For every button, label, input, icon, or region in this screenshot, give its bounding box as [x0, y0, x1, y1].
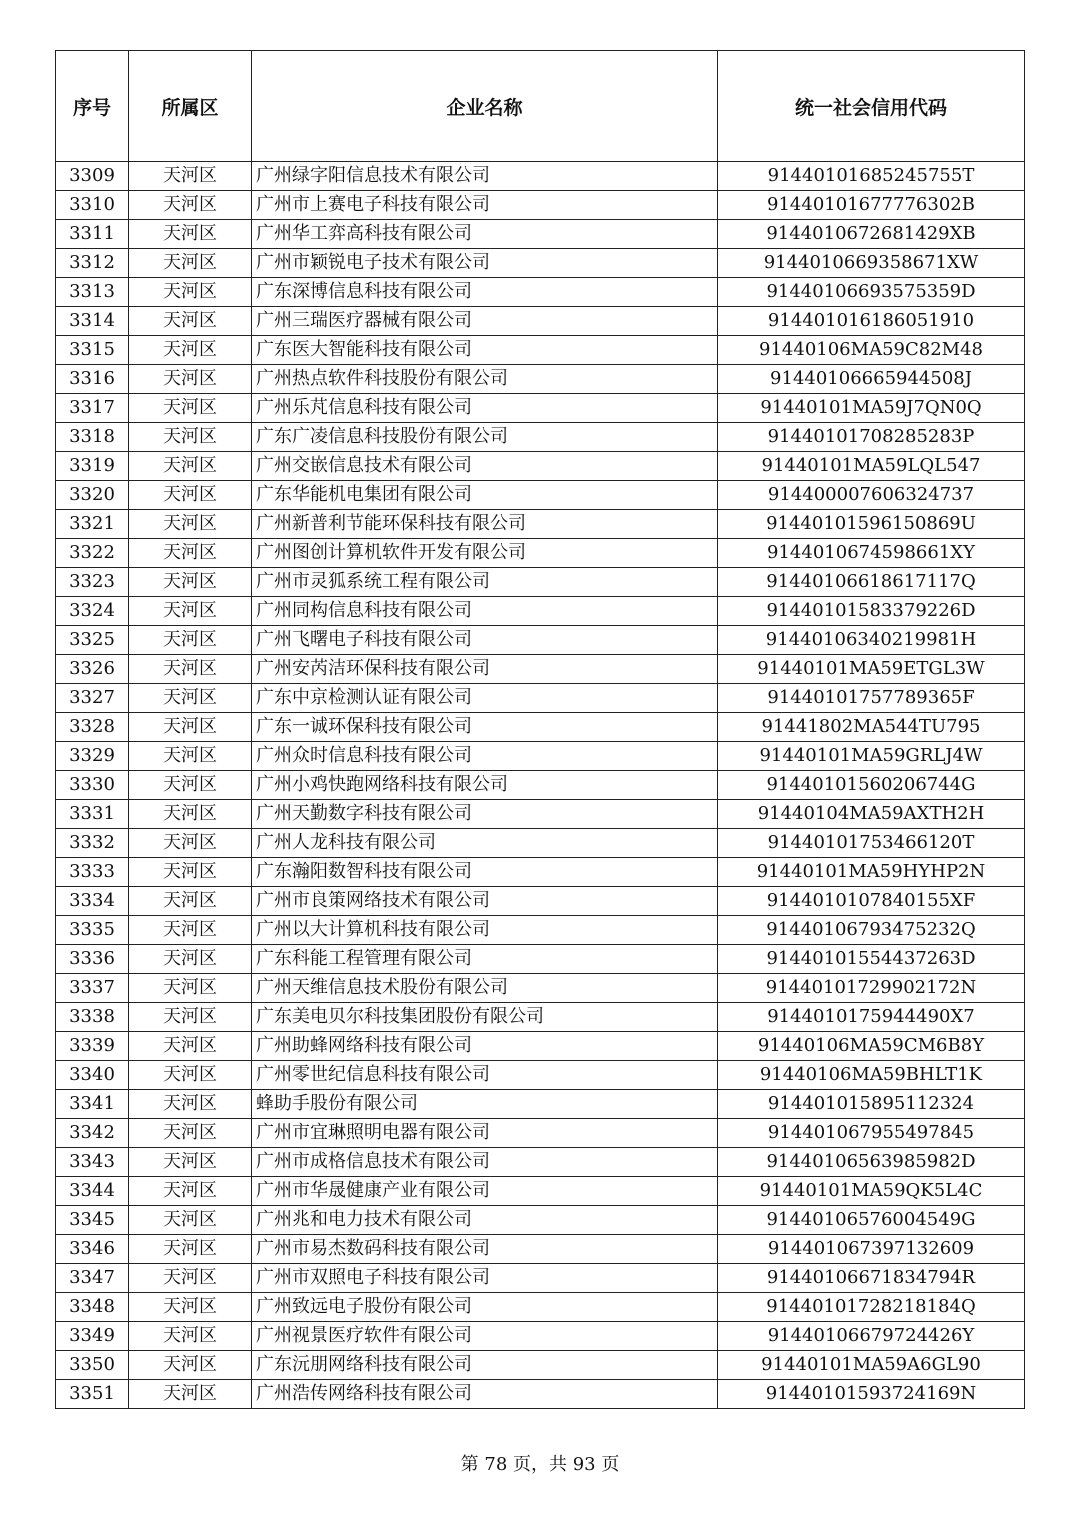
- cell-district: 天河区: [129, 568, 252, 597]
- cell-company-name: 广东一诚环保科技有限公司: [252, 713, 718, 742]
- table-row: [56, 568, 1025, 597]
- cell-credit-code: 91440106665944508J: [718, 365, 1025, 394]
- cell-district: 天河区: [129, 1264, 252, 1293]
- cell-credit-code: 9144010669358671XW: [718, 249, 1025, 278]
- cell-district: 天河区: [129, 1293, 252, 1322]
- cell-district: 天河区: [129, 713, 252, 742]
- cell-seq: 3333: [56, 858, 129, 887]
- cell-credit-code: 91440106563985982D: [718, 1148, 1025, 1177]
- cell-seq: 3318: [56, 423, 129, 452]
- cell-company-name: 广州市宜琳照明电器有限公司: [252, 1119, 718, 1148]
- cell-district: 天河区: [129, 539, 252, 568]
- cell-seq: 3320: [56, 481, 129, 510]
- cell-company-name: 广州助蜂网络科技有限公司: [252, 1032, 718, 1061]
- cell-district: 天河区: [129, 1177, 252, 1206]
- table-row: [56, 220, 1025, 249]
- cell-credit-code: 91441802MA544TU795: [718, 713, 1025, 742]
- table-row: [56, 858, 1025, 887]
- cell-company-name: 广东华能机电集团有限公司: [252, 481, 718, 510]
- cell-district: 天河区: [129, 1148, 252, 1177]
- cell-district: 天河区: [129, 800, 252, 829]
- cell-credit-code: 9144010674598661XY: [718, 539, 1025, 568]
- table-header-row: [56, 51, 1025, 162]
- table-row: [56, 945, 1025, 974]
- table-row: [56, 336, 1025, 365]
- cell-credit-code: 91440101685245755T: [718, 162, 1025, 191]
- table-row: [56, 481, 1025, 510]
- cell-seq: 3324: [56, 597, 129, 626]
- cell-seq: 3334: [56, 887, 129, 916]
- table-row: [56, 1351, 1025, 1380]
- cell-district: 天河区: [129, 394, 252, 423]
- table-row: [56, 800, 1025, 829]
- cell-credit-code: 91440101757789365F: [718, 684, 1025, 713]
- cell-seq: 3335: [56, 916, 129, 945]
- cell-seq: 3325: [56, 626, 129, 655]
- header-company-name: 企业名称: [252, 51, 718, 162]
- cell-credit-code: 91440106671834794R: [718, 1264, 1025, 1293]
- cell-credit-code: 91440106679724426Y: [718, 1322, 1025, 1351]
- table-body: [56, 162, 1025, 1409]
- cell-seq: 3315: [56, 336, 129, 365]
- cell-district: 天河区: [129, 684, 252, 713]
- table-row: [56, 1293, 1025, 1322]
- cell-seq: 3310: [56, 191, 129, 220]
- cell-seq: 3347: [56, 1264, 129, 1293]
- cell-credit-code: 9144010107840155XF: [718, 887, 1025, 916]
- cell-company-name: 广州市华晟健康产业有限公司: [252, 1177, 718, 1206]
- cell-district: 天河区: [129, 220, 252, 249]
- cell-credit-code: 91440101MA59LQL547: [718, 452, 1025, 481]
- cell-company-name: 广州浩传网络科技有限公司: [252, 1380, 718, 1409]
- cell-company-name: 广州三瑞医疗器械有限公司: [252, 307, 718, 336]
- cell-credit-code: 91440106MA59BHLT1K: [718, 1061, 1025, 1090]
- cell-credit-code: 914401016186051910: [718, 307, 1025, 336]
- cell-credit-code: 91440101MA59A6GL90: [718, 1351, 1025, 1380]
- header-credit-code: 统一社会信用代码: [718, 51, 1025, 162]
- cell-credit-code: 91440101728218184Q: [718, 1293, 1025, 1322]
- cell-seq: 3326: [56, 655, 129, 684]
- cell-company-name: 广州华工弈高科技有限公司: [252, 220, 718, 249]
- cell-company-name: 广州人龙科技有限公司: [252, 829, 718, 858]
- table-row: [56, 1090, 1025, 1119]
- table-row: [56, 626, 1025, 655]
- cell-company-name: 广州众时信息科技有限公司: [252, 742, 718, 771]
- cell-company-name: 广东深博信息科技有限公司: [252, 278, 718, 307]
- cell-seq: 3341: [56, 1090, 129, 1119]
- cell-district: 天河区: [129, 365, 252, 394]
- table-row: [56, 1003, 1025, 1032]
- cell-company-name: 广州飞曙电子科技有限公司: [252, 626, 718, 655]
- cell-credit-code: 91440101MA59GRLJ4W: [718, 742, 1025, 771]
- table-row: [56, 597, 1025, 626]
- cell-district: 天河区: [129, 742, 252, 771]
- cell-district: 天河区: [129, 1235, 252, 1264]
- cell-district: 天河区: [129, 481, 252, 510]
- cell-seq: 3331: [56, 800, 129, 829]
- cell-district: 天河区: [129, 162, 252, 191]
- cell-seq: 3323: [56, 568, 129, 597]
- table-row: [56, 1032, 1025, 1061]
- cell-district: 天河区: [129, 945, 252, 974]
- table-row: [56, 829, 1025, 858]
- cell-seq: 3337: [56, 974, 129, 1003]
- cell-seq: 3350: [56, 1351, 129, 1380]
- cell-company-name: 广东中京检测认证有限公司: [252, 684, 718, 713]
- cell-district: 天河区: [129, 336, 252, 365]
- cell-company-name: 广东沅朋网络科技有限公司: [252, 1351, 718, 1380]
- cell-credit-code: 91440101554437263D: [718, 945, 1025, 974]
- cell-company-name: 广州市成格信息技术有限公司: [252, 1148, 718, 1177]
- cell-company-name: 广州热点软件科技股份有限公司: [252, 365, 718, 394]
- cell-seq: 3329: [56, 742, 129, 771]
- cell-company-name: 广州视景医疗软件有限公司: [252, 1322, 718, 1351]
- header-district: 所属区: [129, 51, 252, 162]
- cell-district: 天河区: [129, 191, 252, 220]
- table-row: [56, 916, 1025, 945]
- cell-credit-code: 91440101583379226D: [718, 597, 1025, 626]
- cell-company-name: 蜂助手股份有限公司: [252, 1090, 718, 1119]
- cell-seq: 3327: [56, 684, 129, 713]
- cell-district: 天河区: [129, 829, 252, 858]
- cell-company-name: 广东医大智能科技有限公司: [252, 336, 718, 365]
- table-row: [56, 1119, 1025, 1148]
- cell-seq: 3342: [56, 1119, 129, 1148]
- cell-credit-code: 91440106618617117Q: [718, 568, 1025, 597]
- cell-district: 天河区: [129, 1090, 252, 1119]
- enterprise-table: [55, 50, 1025, 1409]
- cell-district: 天河区: [129, 1380, 252, 1409]
- cell-seq: 3345: [56, 1206, 129, 1235]
- cell-seq: 3339: [56, 1032, 129, 1061]
- cell-company-name: 广州图创计算机软件开发有限公司: [252, 539, 718, 568]
- cell-company-name: 广州小鸡快跑网络科技有限公司: [252, 771, 718, 800]
- cell-seq: 3344: [56, 1177, 129, 1206]
- cell-credit-code: 9144010672681429XB: [718, 220, 1025, 249]
- table-row: [56, 771, 1025, 800]
- cell-seq: 3321: [56, 510, 129, 539]
- cell-district: 天河区: [129, 1032, 252, 1061]
- table-row: [56, 1235, 1025, 1264]
- cell-district: 天河区: [129, 887, 252, 916]
- cell-district: 天河区: [129, 655, 252, 684]
- cell-seq: 3336: [56, 945, 129, 974]
- cell-seq: 3338: [56, 1003, 129, 1032]
- cell-company-name: 广州交嵌信息技术有限公司: [252, 452, 718, 481]
- cell-company-name: 广州天维信息技术股份有限公司: [252, 974, 718, 1003]
- table-row: [56, 974, 1025, 1003]
- table-row: [56, 423, 1025, 452]
- header-seq: 序号: [56, 51, 129, 162]
- table-row: [56, 539, 1025, 568]
- cell-company-name: 广州市易杰数码科技有限公司: [252, 1235, 718, 1264]
- table-row: [56, 1380, 1025, 1409]
- table-row: [56, 713, 1025, 742]
- table-row: [56, 1322, 1025, 1351]
- table-row: [56, 249, 1025, 278]
- cell-credit-code: 91440101729902172N: [718, 974, 1025, 1003]
- cell-company-name: 广东瀚阳数智科技有限公司: [252, 858, 718, 887]
- cell-seq: 3317: [56, 394, 129, 423]
- cell-company-name: 广州兆和电力技术有限公司: [252, 1206, 718, 1235]
- cell-company-name: 广州市双照电子科技有限公司: [252, 1264, 718, 1293]
- cell-company-name: 广州市灵狐系统工程有限公司: [252, 568, 718, 597]
- cell-district: 天河区: [129, 1061, 252, 1090]
- cell-district: 天河区: [129, 307, 252, 336]
- cell-district: 天河区: [129, 858, 252, 887]
- cell-seq: 3313: [56, 278, 129, 307]
- cell-company-name: 广东广凌信息科技股份有限公司: [252, 423, 718, 452]
- cell-seq: 3312: [56, 249, 129, 278]
- cell-credit-code: 9144010175944490X7: [718, 1003, 1025, 1032]
- cell-district: 天河区: [129, 626, 252, 655]
- cell-seq: 3349: [56, 1322, 129, 1351]
- cell-district: 天河区: [129, 974, 252, 1003]
- cell-credit-code: 91440101MA59QK5L4C: [718, 1177, 1025, 1206]
- cell-credit-code: 914401067397132609: [718, 1235, 1025, 1264]
- table-row: [56, 365, 1025, 394]
- cell-credit-code: 91440101708285283P: [718, 423, 1025, 452]
- cell-seq: 3311: [56, 220, 129, 249]
- cell-seq: 3319: [56, 452, 129, 481]
- cell-credit-code: 91440106793475232Q: [718, 916, 1025, 945]
- cell-district: 天河区: [129, 1351, 252, 1380]
- table-row: [56, 655, 1025, 684]
- table-row: [56, 1061, 1025, 1090]
- page-number: 第 78 页，共 93 页: [460, 1454, 620, 1475]
- table-row: [56, 191, 1025, 220]
- cell-credit-code: 91440101560206744G: [718, 771, 1025, 800]
- cell-seq: 3322: [56, 539, 129, 568]
- table-row: [56, 1264, 1025, 1293]
- cell-company-name: 广州天勤数字科技有限公司: [252, 800, 718, 829]
- table-row: [56, 510, 1025, 539]
- cell-company-name: 广州致远电子股份有限公司: [252, 1293, 718, 1322]
- cell-credit-code: 91440106576004549G: [718, 1206, 1025, 1235]
- table-row: [56, 452, 1025, 481]
- cell-district: 天河区: [129, 452, 252, 481]
- cell-seq: 3316: [56, 365, 129, 394]
- cell-seq: 3340: [56, 1061, 129, 1090]
- table-row: [56, 1206, 1025, 1235]
- cell-credit-code: 91440101MA59ETGL3W: [718, 655, 1025, 684]
- cell-district: 天河区: [129, 1206, 252, 1235]
- table-row: [56, 742, 1025, 771]
- cell-company-name: 广州市上赛电子科技有限公司: [252, 191, 718, 220]
- cell-credit-code: 91440101753466120T: [718, 829, 1025, 858]
- table-row: [56, 1177, 1025, 1206]
- table-row: [56, 162, 1025, 191]
- cell-company-name: 广州乐芃信息科技有限公司: [252, 394, 718, 423]
- cell-credit-code: 91440106693575359D: [718, 278, 1025, 307]
- cell-company-name: 广州新普利节能环保科技有限公司: [252, 510, 718, 539]
- cell-credit-code: 91440101MA59J7QN0Q: [718, 394, 1025, 423]
- table-row: [56, 278, 1025, 307]
- cell-district: 天河区: [129, 1119, 252, 1148]
- cell-credit-code: 91440101596150869U: [718, 510, 1025, 539]
- cell-credit-code: 91440106MA59C82M48: [718, 336, 1025, 365]
- cell-district: 天河区: [129, 278, 252, 307]
- cell-district: 天河区: [129, 771, 252, 800]
- cell-company-name: 广州同构信息科技有限公司: [252, 597, 718, 626]
- cell-credit-code: 91440101677776302B: [718, 191, 1025, 220]
- cell-company-name: 广东科能工程管理有限公司: [252, 945, 718, 974]
- cell-seq: 3328: [56, 713, 129, 742]
- cell-seq: 3346: [56, 1235, 129, 1264]
- cell-company-name: 广州安芮洁环保科技有限公司: [252, 655, 718, 684]
- cell-company-name: 广州零世纪信息科技有限公司: [252, 1061, 718, 1090]
- cell-company-name: 广州市颖锐电子技术有限公司: [252, 249, 718, 278]
- cell-credit-code: 914401067955497845: [718, 1119, 1025, 1148]
- cell-district: 天河区: [129, 510, 252, 539]
- cell-company-name: 广州绿字阳信息技术有限公司: [252, 162, 718, 191]
- cell-seq: 3348: [56, 1293, 129, 1322]
- cell-district: 天河区: [129, 1322, 252, 1351]
- cell-credit-code: 914400007606324737: [718, 481, 1025, 510]
- cell-district: 天河区: [129, 249, 252, 278]
- cell-district: 天河区: [129, 1003, 252, 1032]
- cell-seq: 3309: [56, 162, 129, 191]
- cell-company-name: 广州市良策网络技术有限公司: [252, 887, 718, 916]
- table-row: [56, 394, 1025, 423]
- cell-seq: 3330: [56, 771, 129, 800]
- table-row: [56, 1148, 1025, 1177]
- cell-credit-code: 91440101MA59HYHP2N: [718, 858, 1025, 887]
- cell-seq: 3343: [56, 1148, 129, 1177]
- table-row: [56, 307, 1025, 336]
- cell-seq: 3351: [56, 1380, 129, 1409]
- cell-seq: 3314: [56, 307, 129, 336]
- table-row: [56, 887, 1025, 916]
- cell-company-name: 广东美电贝尔科技集团股份有限公司: [252, 1003, 718, 1032]
- table-row: [56, 684, 1025, 713]
- cell-district: 天河区: [129, 423, 252, 452]
- cell-district: 天河区: [129, 916, 252, 945]
- cell-company-name: 广州以大计算机科技有限公司: [252, 916, 718, 945]
- cell-credit-code: 91440101593724169N: [718, 1380, 1025, 1409]
- cell-district: 天河区: [129, 597, 252, 626]
- cell-credit-code: 914401015895112324: [718, 1090, 1025, 1119]
- cell-credit-code: 91440106340219981H: [718, 626, 1025, 655]
- cell-credit-code: 91440106MA59CM6B8Y: [718, 1032, 1025, 1061]
- cell-credit-code: 91440104MA59AXTH2H: [718, 800, 1025, 829]
- cell-seq: 3332: [56, 829, 129, 858]
